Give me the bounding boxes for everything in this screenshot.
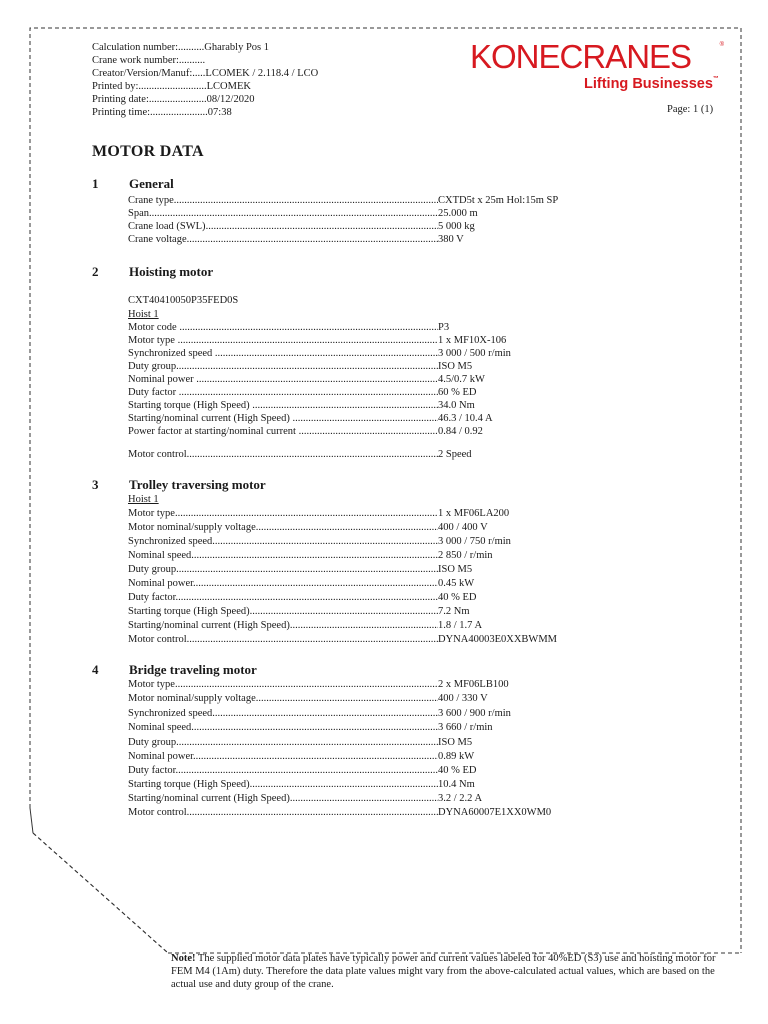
row-value: 34.0 Nm: [438, 400, 475, 411]
calculation-header: [92, 41, 318, 119]
row-value: 1.8 / 1.7 A: [438, 620, 483, 631]
row-label: Synchronized speed .....: [128, 707, 438, 720]
row-value: 0.84 / 0.92: [438, 426, 483, 437]
row-value: 3 000 / 750 r/min: [438, 536, 511, 547]
row-label: Duty factor .....: [128, 386, 438, 399]
row-value: 25.000 m: [438, 208, 478, 219]
section-number: 4: [92, 662, 99, 677]
data-row: [128, 386, 598, 399]
row-value: 380 V: [438, 234, 464, 245]
section-trolley-heading: [92, 477, 266, 493]
row-label: Duty factor .....: [128, 764, 438, 777]
row-value: 3.2 / 2.2 A: [438, 793, 483, 804]
section-number: 2: [92, 264, 99, 279]
row-label: Motor code .....: [128, 321, 438, 334]
row-label: Motor control .....: [128, 806, 438, 819]
data-row: [128, 736, 598, 749]
row-label: Motor control .....: [128, 448, 438, 461]
data-row: [128, 633, 598, 646]
header-line: Creator/Version/Manuf:.....LCOMEK / 2.118.4 / LCO: [92, 68, 319, 79]
row-value: 5 000 kg: [438, 221, 475, 232]
data-row: [128, 750, 598, 763]
data-row: [128, 535, 598, 548]
row-label: Starting torque (High Speed) .....: [128, 399, 438, 412]
row-label: Duty group .....: [128, 736, 438, 749]
header-line: Calculation number:..........Gharably Pos 1: [92, 42, 270, 53]
row-label: Duty group .....: [128, 360, 438, 373]
row-label: Starting/nominal current (High Speed) .....: [128, 792, 438, 805]
section-number: 1: [92, 176, 99, 191]
row-value: 400 / 400 V: [438, 522, 488, 533]
header-line: Printing date:......................08/12/2020: [92, 94, 255, 105]
row-value: 1 x MF06LA200: [438, 508, 510, 519]
data-row: [128, 321, 598, 334]
row-label: Motor nominal/supply voltage .....: [128, 521, 438, 534]
row-label: Crane voltage .....: [128, 233, 438, 246]
row-label: Starting torque (High Speed) .....: [128, 605, 438, 618]
row-label: Synchronized speed .....: [128, 535, 438, 548]
data-row: [128, 360, 598, 373]
data-row: [128, 721, 598, 734]
row-value: 60 % ED: [438, 387, 477, 398]
section-bridge-heading: [92, 662, 257, 678]
row-label: Motor type .....: [128, 334, 438, 347]
row-label: Starting/nominal current (High Speed) .....: [128, 619, 438, 632]
row-value: 10.4 Nm: [438, 779, 475, 790]
header-line: Printing time:......................07:38: [92, 107, 232, 118]
data-row: [128, 549, 598, 562]
section-general-heading: [92, 176, 174, 192]
row-value: 2 Speed: [438, 449, 472, 460]
row-label: Nominal power .....: [128, 750, 438, 763]
row-value: 0.45 kW: [438, 578, 475, 589]
data-row: [128, 448, 598, 461]
logo-tagline-text: Lifting Businesses: [584, 76, 713, 92]
row-label: Nominal power .....: [128, 577, 438, 590]
row-value: 3 660 / r/min: [438, 722, 493, 733]
data-row: [128, 707, 598, 720]
row-value: 0.89 kW: [438, 751, 475, 762]
data-row: [128, 764, 598, 777]
row-value: 46.3 / 10.4 A: [438, 413, 493, 424]
row-label: Nominal power .....: [128, 373, 438, 386]
data-row: [128, 399, 598, 412]
data-row: [128, 678, 598, 691]
row-label: Span .....: [128, 207, 438, 220]
konecranes-logo: [470, 38, 728, 98]
row-label: Crane type .....: [128, 194, 438, 207]
row-value: 40 % ED: [438, 765, 477, 776]
row-value: DYNA40003E0XXBWMM: [438, 634, 557, 645]
logo-tagline: [584, 76, 719, 92]
row-label: Starting/nominal current (High Speed) .....: [128, 412, 438, 425]
row-value: 4.5/0.7 kW: [438, 374, 485, 385]
data-row: [128, 605, 598, 618]
data-row: [128, 778, 598, 791]
row-label: Motor control .....: [128, 633, 438, 646]
data-row: [128, 619, 598, 632]
logo-trademark: ™: [712, 76, 719, 82]
row-label: Nominal speed .....: [128, 721, 438, 734]
row-value: 2 850 / r/min: [438, 550, 493, 561]
row-value: CXTD5t x 25m Hol:15m SP: [438, 195, 559, 206]
data-row: [128, 334, 598, 347]
data-row: [128, 373, 598, 386]
row-value: 3 000 / 500 r/min: [438, 348, 511, 359]
data-row: [128, 207, 598, 220]
data-row: [128, 507, 598, 520]
row-value: ISO M5: [438, 737, 473, 748]
section-title: Bridge traveling motor: [129, 662, 257, 677]
row-value: 40 % ED: [438, 592, 477, 603]
data-row: [128, 425, 598, 438]
data-row: [128, 233, 598, 246]
data-row: [128, 194, 598, 207]
row-value: 1 x MF10X-106: [438, 335, 507, 346]
row-value: 400 / 330 V: [438, 693, 488, 704]
data-row: [128, 591, 598, 604]
section-number: 3: [92, 477, 99, 492]
row-value: ISO M5: [438, 564, 473, 575]
document-title: MOTOR DATA: [92, 143, 204, 160]
row-label: Crane load (SWL) .....: [128, 220, 438, 233]
footnote: [171, 952, 723, 991]
data-row: [128, 577, 598, 590]
row-value: ISO M5: [438, 361, 473, 372]
section-title: General: [129, 176, 174, 191]
row-value: 2 x MF06LB100: [438, 679, 509, 690]
data-row: [128, 220, 598, 233]
row-label: Duty factor .....: [128, 591, 438, 604]
logo-registered-mark: ®: [719, 42, 724, 48]
row-label: Motor type .....: [128, 507, 438, 520]
row-label: Starting torque (High Speed) .....: [128, 778, 438, 791]
trolley-subheading: Hoist 1: [128, 494, 159, 505]
hoist-product-code: CXT40410050P35FED0S: [128, 295, 239, 306]
row-label: Power factor at starting/nominal current .....: [128, 425, 438, 438]
data-row: [128, 521, 598, 534]
row-value: 7.2 Nm: [438, 606, 470, 617]
header-line: Crane work number:..........: [92, 55, 206, 66]
row-value: DYNA60007E1XX0WM0: [438, 807, 552, 818]
data-row: [128, 792, 598, 805]
row-value: P3: [438, 322, 450, 333]
header-line: Printed by:..........................LCOMEK: [92, 81, 251, 92]
data-row: [128, 806, 598, 819]
logo-wordmark: KONECRANES: [470, 38, 692, 75]
note-label: Note!: [171, 953, 196, 964]
row-label: Duty group .....: [128, 563, 438, 576]
data-row: [128, 563, 598, 576]
section-title: Hoisting motor: [129, 264, 214, 279]
note-text: The supplied motor data plates have typically power and current values labeled for 40%ED (S3) use and hoisting motor for FEM M4 (1Am) duty. Therefore the data plate values might vary from the above-calculated actual values, which are based on the actual use and duty group of the crane.: [171, 953, 716, 990]
data-row: [128, 347, 598, 360]
page-number: Page: 1 (1): [667, 104, 714, 115]
row-label: Nominal speed .....: [128, 549, 438, 562]
row-value: 3 600 / 900 r/min: [438, 708, 511, 719]
data-row: [128, 692, 598, 705]
row-label: Synchronized speed .....: [128, 347, 438, 360]
row-label: Motor type .....: [128, 678, 438, 691]
hoist-subheading: Hoist 1: [128, 309, 159, 320]
section-hoisting-heading: [92, 264, 213, 280]
row-label: Motor nominal/supply voltage .....: [128, 692, 438, 705]
data-row: [128, 412, 598, 425]
section-title: Trolley traversing motor: [129, 477, 266, 492]
